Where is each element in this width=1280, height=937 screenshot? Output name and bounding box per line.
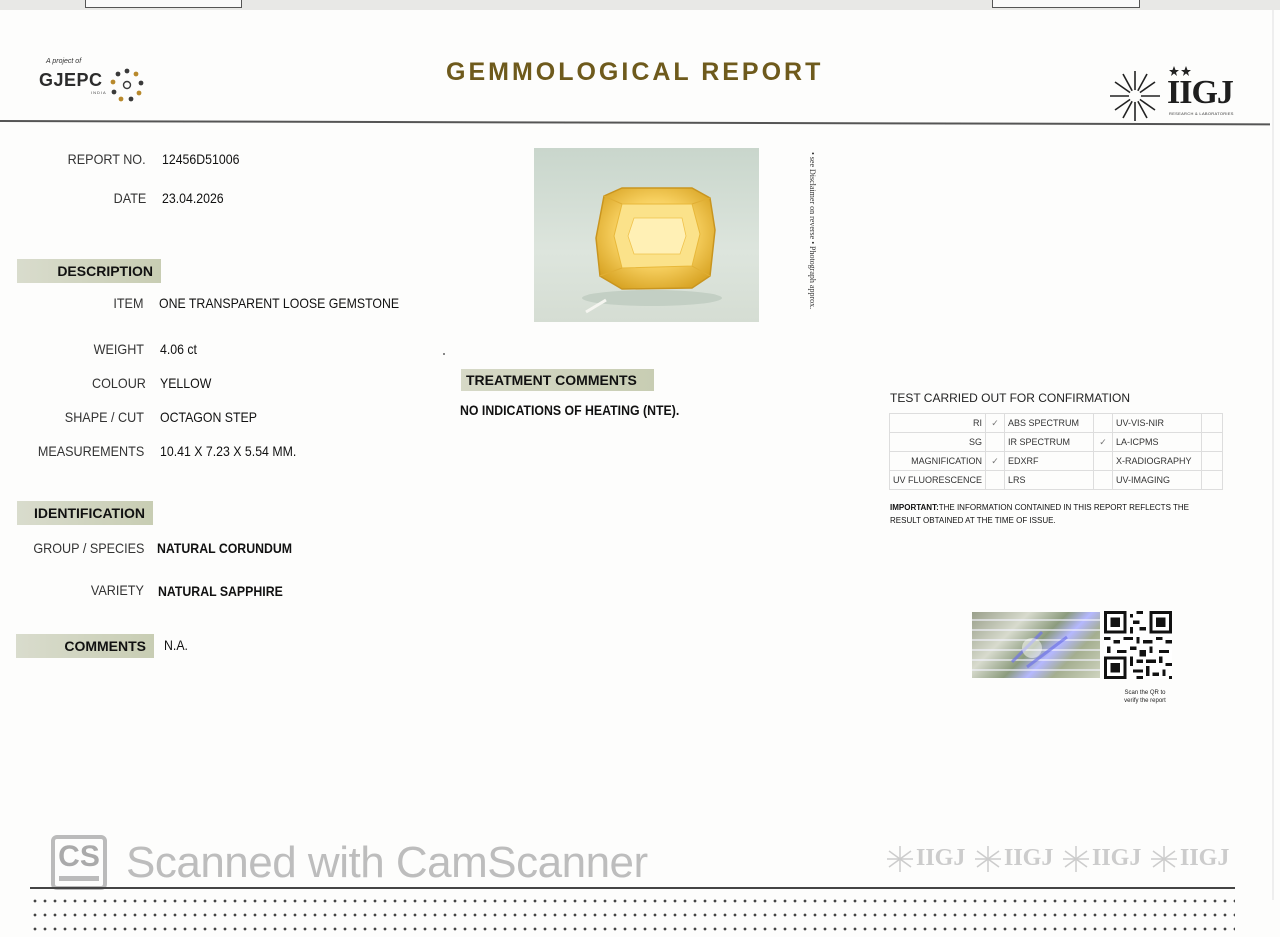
photo-disclaimer [808, 152, 822, 328]
report-number-label: REPORT NO. [68, 151, 146, 167]
comments-value: N.A. [164, 637, 188, 653]
item-value: ONE TRANSPARENT LOOSE GEMSTONE [159, 295, 400, 311]
check-cell [1202, 471, 1223, 490]
check-cell [1094, 452, 1113, 471]
footer-sunburst-icon [1062, 845, 1090, 873]
test-name: LA-ICPMS [1113, 433, 1202, 452]
check-cell [1202, 414, 1223, 433]
iigj-sunburst-icon [1105, 66, 1165, 126]
test-name: EDXRF [1005, 452, 1094, 471]
footer-sunburst-icon [1150, 845, 1178, 873]
description-heading: DESCRIPTION [17, 259, 161, 283]
important-text: THE INFORMATION CONTAINED IN THIS REPORT REFLECTS THE RESULT OBTAINED AT THE TIME OF ISSUE. [890, 503, 1189, 525]
test-name: MAGNIFICATION [890, 452, 986, 471]
qr-caption-line2: verify the report [1124, 698, 1166, 704]
camscanner-logo: CS [51, 835, 107, 890]
footer-logo [1062, 843, 1142, 875]
report-title: GEMMOLOGICAL REPORT [446, 58, 824, 86]
check-icon: ✓ [986, 452, 1005, 471]
page-edge [1272, 10, 1274, 900]
check-cell [1094, 471, 1113, 490]
gjepc-name: GJEPC [39, 70, 103, 90]
colour-value: YELLOW [160, 375, 212, 391]
qr-caption-line1: Scan the QR to [1124, 690, 1166, 696]
gjepc-emblem-icon [108, 66, 146, 104]
iigj-logo [1105, 64, 1245, 126]
footer-logo-text: IIGJ [916, 845, 966, 871]
iigj-name: IIGJ [1167, 74, 1233, 111]
hologram-sticker [972, 612, 1100, 678]
footer-logo-strip [886, 843, 1230, 875]
check-icon: ✓ [1094, 433, 1113, 452]
footer-logo [974, 843, 1054, 875]
species-label: GROUP / SPECIES [32, 540, 144, 556]
footer-divider [30, 887, 1235, 889]
test-name: X-RADIOGRAPHY [1113, 452, 1202, 471]
test-name: RI [890, 414, 986, 433]
important-notice [890, 501, 1190, 527]
footer-sunburst-icon [886, 845, 914, 873]
measurements-value: 10.41 X 7.23 X 5.54 MM. [160, 443, 297, 459]
table-row [890, 414, 1223, 433]
species-value: NATURAL CORUNDUM [157, 540, 293, 556]
shape-cut-label: SHAPE / CUT [64, 409, 144, 425]
weight-label: WEIGHT [93, 341, 144, 357]
gjepc-tagline: A project of [46, 58, 82, 65]
top-tab-right [992, 0, 1140, 8]
camscanner-watermark: Scanned with CamScanner [126, 838, 648, 887]
gemstone-photo [534, 148, 759, 322]
tests-heading: TEST CARRIED OUT FOR CONFIRMATION [890, 391, 1131, 405]
hologram-icon [972, 612, 1100, 678]
report-date: 23.04.2026 [162, 190, 224, 206]
qr-caption [1110, 689, 1180, 705]
colour-label: COLOUR [92, 375, 146, 391]
variety-value: NATURAL SAPPHIRE [158, 583, 283, 599]
treatment-value: NO INDICATIONS OF HEATING (NTE). [460, 402, 680, 418]
item-label: ITEM [112, 295, 143, 311]
test-name: IR SPECTRUM [1005, 433, 1094, 452]
footer-logo-text: IIGJ [1092, 845, 1142, 871]
security-star-pattern [30, 892, 1235, 937]
tests-table [889, 413, 1223, 490]
gjepc-logo [36, 56, 151, 106]
qr-code-icon [1104, 611, 1172, 679]
iigj-subtitle: RESEARCH & LABORATORIES [1169, 111, 1234, 116]
comments-heading: COMMENTS [16, 634, 154, 658]
test-name: UV-VIS-NIR [1113, 414, 1202, 433]
test-name: SG [890, 433, 986, 452]
identification-heading: IDENTIFICATION [17, 501, 153, 525]
check-cell [1094, 414, 1113, 433]
check-cell [1202, 452, 1223, 471]
important-label: IMPORTANT: [890, 503, 939, 512]
weight-value: 4.06 ct [160, 341, 197, 357]
stray-dot [443, 353, 445, 355]
test-name: ABS SPECTRUM [1005, 414, 1094, 433]
test-name: UV FLUORESCENCE [890, 471, 986, 490]
table-row [890, 471, 1223, 490]
table-row [890, 452, 1223, 471]
measurements-label: MEASUREMENTS [37, 443, 144, 459]
shape-cut-value: OCTAGON STEP [160, 409, 257, 425]
gemstone-icon [534, 148, 759, 322]
report-number: 12456D51006 [162, 151, 240, 167]
test-name: UV-IMAGING [1113, 471, 1202, 490]
check-cell [986, 471, 1005, 490]
header-divider [0, 120, 1270, 125]
footer-logo [886, 843, 966, 875]
footer-logo [1150, 843, 1230, 875]
test-name: LRS [1005, 471, 1094, 490]
table-row [890, 433, 1223, 452]
top-tab-left [85, 0, 242, 8]
date-label: DATE [113, 190, 146, 206]
check-cell [1202, 433, 1223, 452]
check-icon: ✓ [986, 414, 1005, 433]
check-cell [986, 433, 1005, 452]
treatment-heading: TREATMENT COMMENTS [461, 369, 654, 391]
footer-logo-text: IIGJ [1180, 845, 1230, 871]
variety-label: VARIETY [91, 582, 144, 598]
gjepc-country: INDIA [91, 90, 107, 95]
photo-disclaimer-text: • see Disclaimer on reverse • Photograph approx. [808, 152, 817, 310]
footer-logo-text: IIGJ [1004, 845, 1054, 871]
footer-sunburst-icon [974, 845, 1002, 873]
